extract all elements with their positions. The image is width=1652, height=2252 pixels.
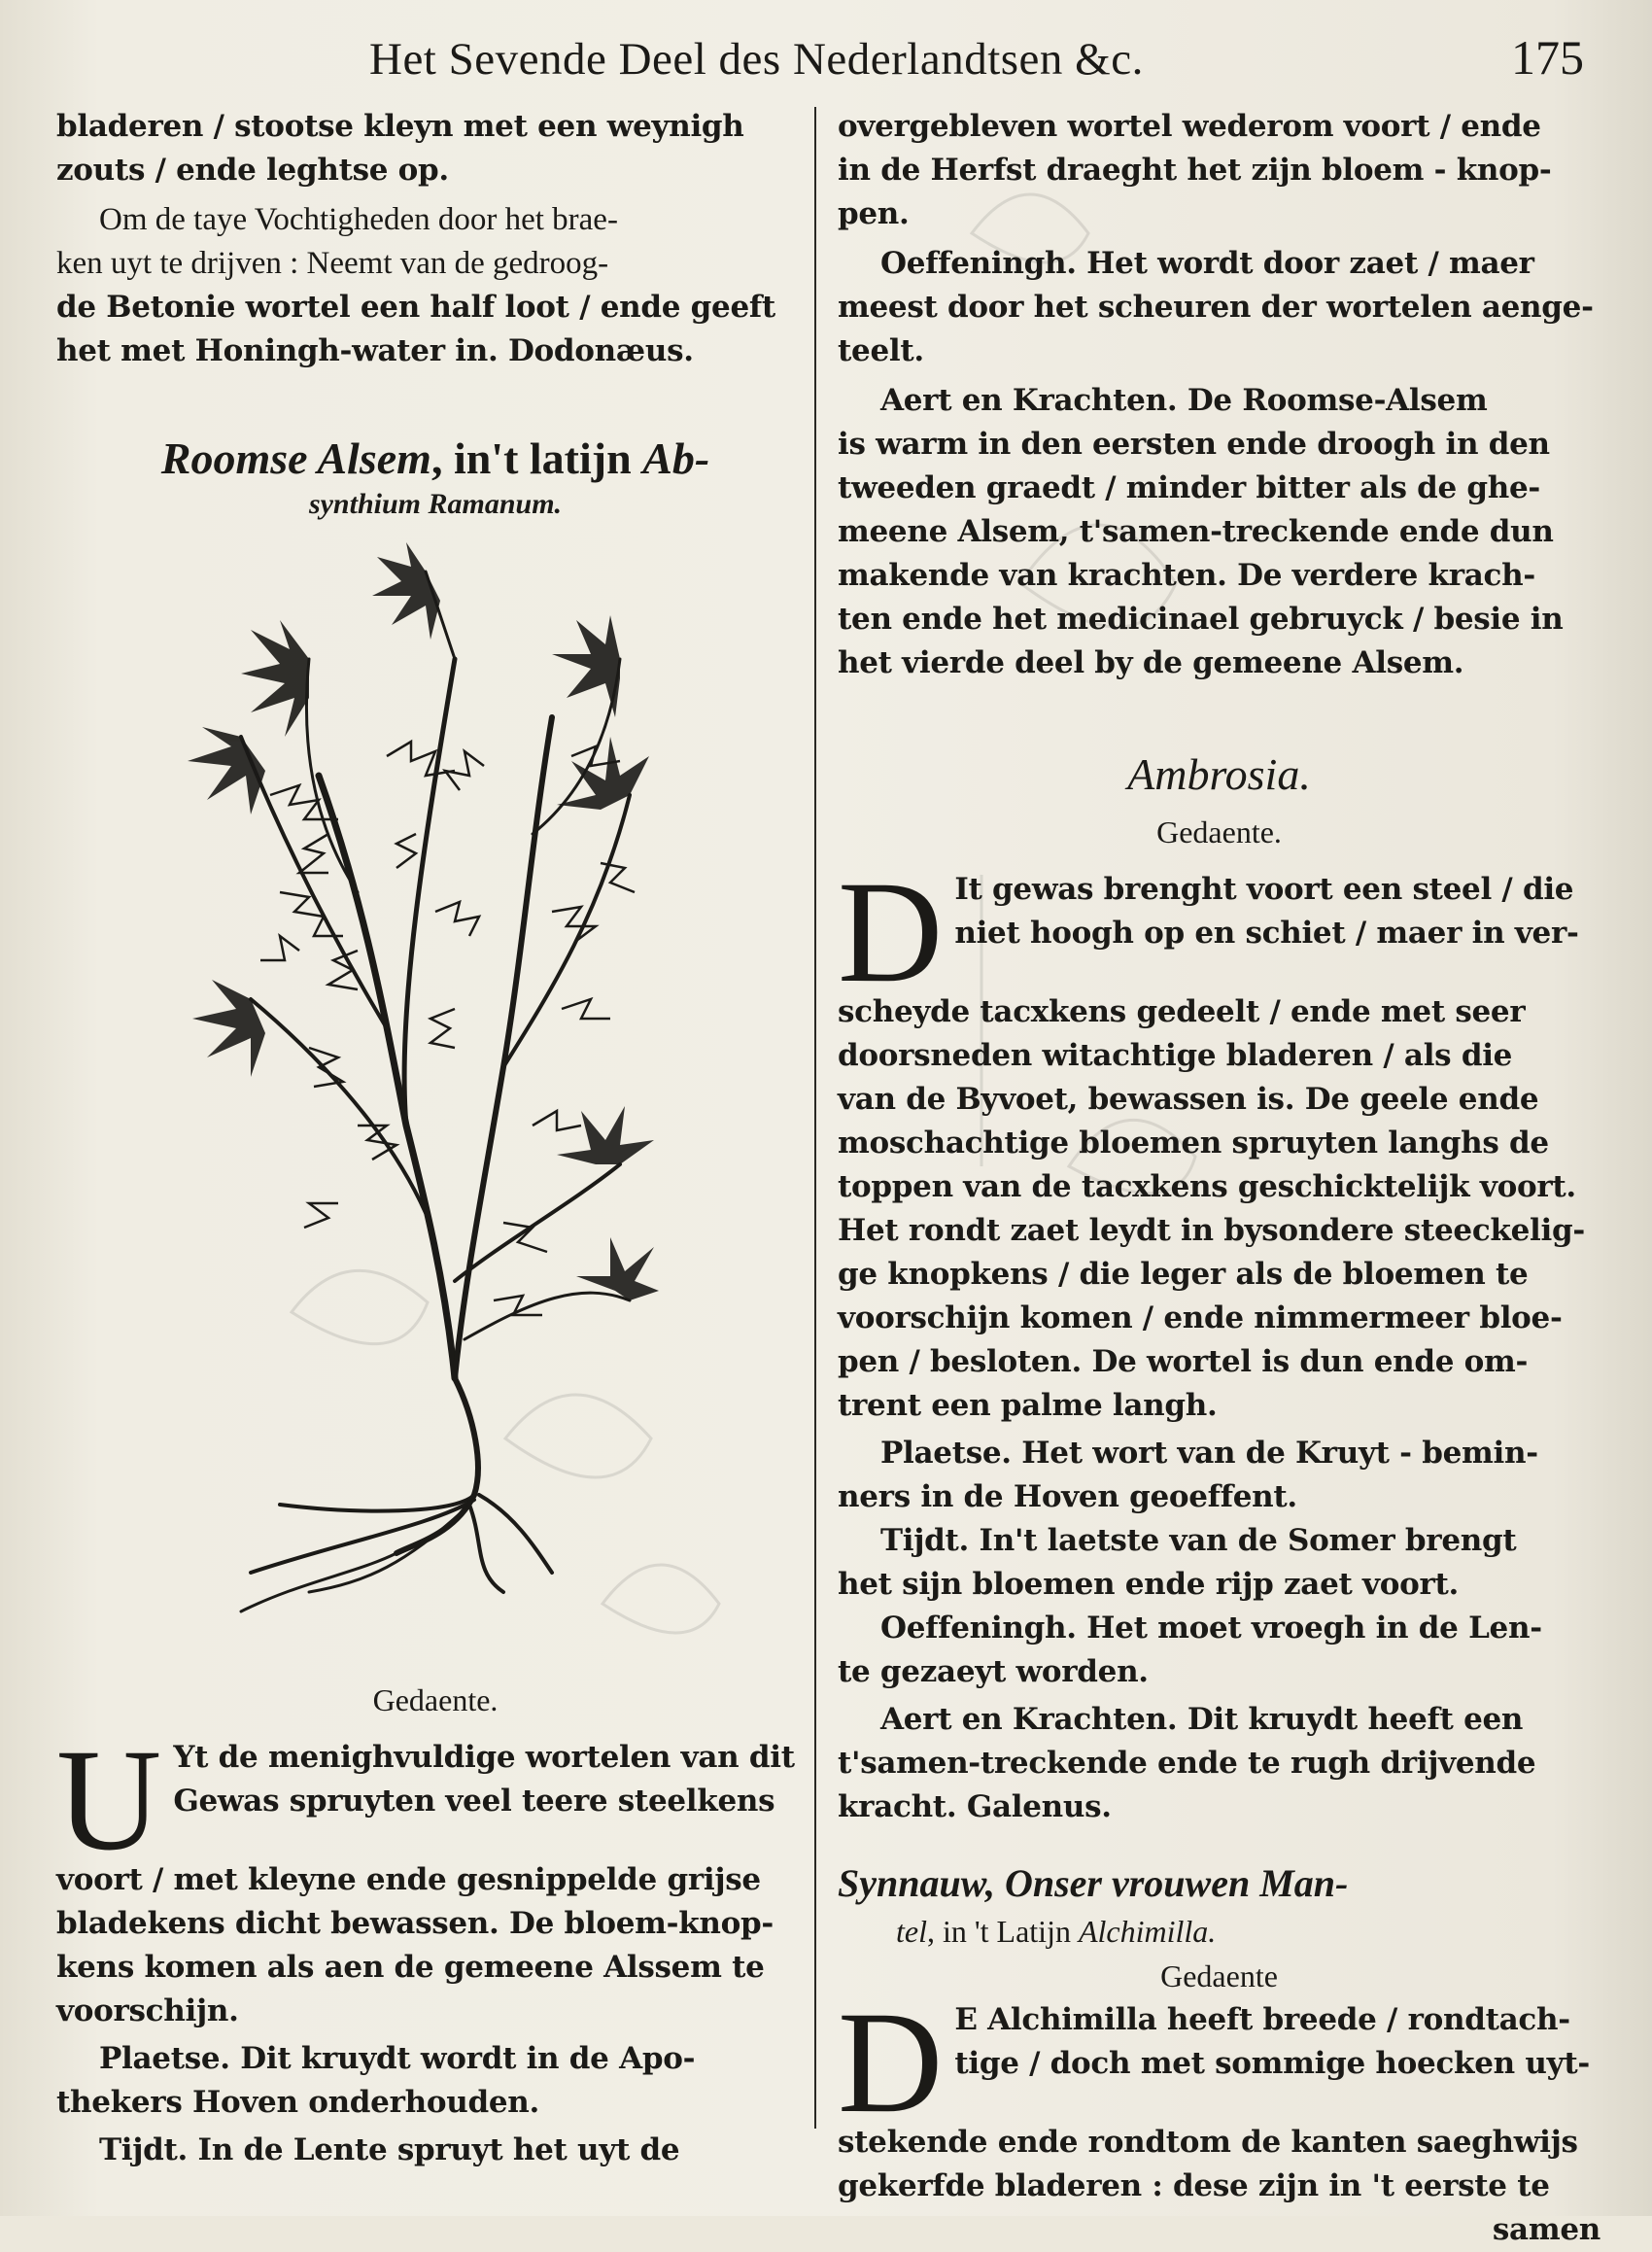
oeffeningh-paragraph <box>838 242 1600 373</box>
heading-conjunction: , in't latijn <box>430 433 643 483</box>
text-line: is warm in den eersten ende droogh in den <box>838 427 1550 462</box>
text-line: voort / met kleyne ende gesnippelde grijse <box>56 1862 761 1897</box>
heading-latin-cont: synthium Ramanum. <box>308 488 563 520</box>
text-line: Oeffeningh. Het wordt door zaet / maer <box>880 246 1534 281</box>
ambrosia-heading: Ambrosia. <box>1127 749 1311 799</box>
text-line: t'samen-treckende ende te rugh drijvende <box>838 1746 1536 1781</box>
text-line: toppen van de tacxkens geschicktelijk voort. <box>838 1169 1576 1204</box>
left-column <box>56 105 814 2172</box>
text-line: makende van krachten. De verdere krach- <box>838 558 1535 593</box>
ambrosia-aert <box>838 1698 1600 1829</box>
text-line: ten ende het medicinael gebruyck / besie in <box>838 602 1564 637</box>
running-head: Het Sevende Deel des Nederlandtsen &c. <box>369 34 1144 85</box>
heading-cont: tel <box>896 1914 927 1949</box>
page-number: 175 <box>1511 30 1584 85</box>
ambrosia-oeffeningh <box>838 1607 1600 1694</box>
text-line: ken uyt te drijven : Neemt van de gedroog- <box>56 246 609 281</box>
text-line: zouts / ende leghtse op. <box>56 153 449 188</box>
text-line: teelt. <box>838 333 924 368</box>
text-line: de Betonie wortel een half loot / ende geeft <box>56 290 775 325</box>
text-line: van de Byvoet, bewassen is. De geele ende <box>838 1082 1539 1117</box>
text-line: gekerfde bladeren : dese zijn in 't eerste te <box>838 2168 1550 2203</box>
text-line: pen. <box>838 196 910 231</box>
text-line: trent een palme langh. <box>838 1388 1218 1423</box>
text-line: tige / doch met sommige hoecken uyt- <box>954 2046 1590 2081</box>
catchword: samen <box>1492 2212 1600 2247</box>
synnauw-heading <box>838 1858 1600 1954</box>
plaetse-line: thekers Hoven onderhouden. <box>56 2085 540 2120</box>
text-line: tweeden graedt / minder bitter als de ghe- <box>838 470 1540 505</box>
aert-paragraph <box>838 379 1600 685</box>
ambrosia-tijdt <box>838 1519 1600 1607</box>
heading-subtitle: , Onser vrouwen Man- <box>984 1861 1349 1905</box>
drop-capital: D <box>838 851 944 1013</box>
ambrosia-plaetse <box>838 1432 1600 1519</box>
page-header <box>369 25 1584 93</box>
text-line: te gezaeyt worden. <box>838 1654 1149 1689</box>
text-line: het met Honingh-water in. Dodonæus. <box>56 333 694 368</box>
heading-latin: Ab- <box>642 433 710 483</box>
roomse-alsem-heading <box>56 432 814 523</box>
text-line: Gewas spruyten veel teere steelkens <box>173 1784 775 1819</box>
ambrosia-gedaente-label: Gedaente. <box>1156 814 1282 849</box>
synnauw-gedaente-label: Gedaente <box>1160 1958 1278 1993</box>
tijdt-line: Tijdt. In de Lente spruyt het uyt de <box>99 2132 680 2167</box>
text-line: het sijn bloemen ende rijp zaet voort. <box>838 1567 1460 1602</box>
betonie-paragraph <box>56 198 814 373</box>
synnauw-gedaente-paragraph <box>838 1982 1600 2252</box>
text-line: doorsneden witachtige bladeren / als die <box>838 1038 1513 1073</box>
text-line: Om de taye Vochtigheden door het brae- <box>99 202 618 237</box>
plant-illustration <box>163 542 707 1650</box>
text-line: ge knopkens / die leger als de bloemen te <box>838 1257 1529 1292</box>
right-column <box>838 105 1600 2252</box>
text-line: bladekens dicht bewassen. De bloem-knop- <box>56 1906 774 1941</box>
text-line: overgebleven wortel wederom voort / ende <box>838 109 1541 144</box>
text-line: Plaetse. Het wort van de Kruyt - bemin- <box>880 1436 1538 1471</box>
text-line: niet hoogh op en schiet / maer in ver- <box>954 916 1579 951</box>
text-line: Aert en Krachten. Dit kruydt heeft een <box>880 1702 1524 1737</box>
gedaente-paragraph <box>56 1719 814 2033</box>
text-line: voorschijn komen / ende nimmermeer bloe- <box>838 1300 1563 1335</box>
text-line: pen / besloten. De wortel is dun ende om- <box>838 1344 1529 1379</box>
drop-capital: U <box>56 1719 162 1881</box>
plaetse-line: Plaetse. Dit kruydt wordt in de Apo- <box>99 2041 696 2076</box>
heading-title: Roomse Alsem <box>160 433 431 483</box>
text-line: Oeffeningh. Het moet vroegh in de Len- <box>880 1611 1542 1646</box>
text-line: moschachtige bloemen spruyten langhs de <box>838 1126 1549 1161</box>
drop-capital: D <box>838 1982 944 2143</box>
text-line: meene Alsem, t'samen-treckende ende dun <box>838 514 1554 549</box>
text-line: Het rondt zaet leydt in bysondere steeckelig- <box>838 1213 1585 1248</box>
text-line: kens komen als aen de gemeene Alssem te <box>56 1950 765 1985</box>
text-line: It gewas brenght voort een steel / die <box>954 872 1574 907</box>
heading-conjunction: , in 't Latijn <box>926 1914 1079 1949</box>
text-line: bladeren / stootse kleyn met een weynigh <box>56 109 744 144</box>
column-divider <box>814 107 816 2129</box>
text-line: Yt de menighvuldige wortelen van dit <box>173 1740 795 1775</box>
text-line: kracht. Galenus. <box>838 1789 1112 1824</box>
text-line: Tijdt. In't laetste van de Somer brengt <box>880 1523 1517 1558</box>
ambrosia-gedaente-paragraph <box>838 851 1600 1428</box>
text-line: voorschijn. <box>56 1993 239 2028</box>
text-line: meest door het scheuren der wortelen aenge- <box>838 290 1594 325</box>
gedaente-label: Gedaente. <box>372 1682 499 1717</box>
text-line: scheyde tacxkens gedeelt / ende met seer <box>838 994 1526 1029</box>
text-line: E Alchimilla heeft breede / rondtach- <box>954 2002 1570 2037</box>
text-line: ners in de Hoven geoeffent. <box>838 1479 1297 1514</box>
text-line: Aert en Krachten. De Roomse-Alsem <box>880 383 1488 418</box>
text-line: stekende ende rondtom de kanten saeghwijs <box>838 2125 1578 2160</box>
heading-title: Synnauw <box>838 1861 985 1905</box>
heading-latin: Alchimilla. <box>1078 1914 1217 1949</box>
text-line: in de Herfst draeght het zijn bloem - knop- <box>838 153 1552 188</box>
text-line: het vierde deel by de gemeene Alsem. <box>838 645 1464 680</box>
